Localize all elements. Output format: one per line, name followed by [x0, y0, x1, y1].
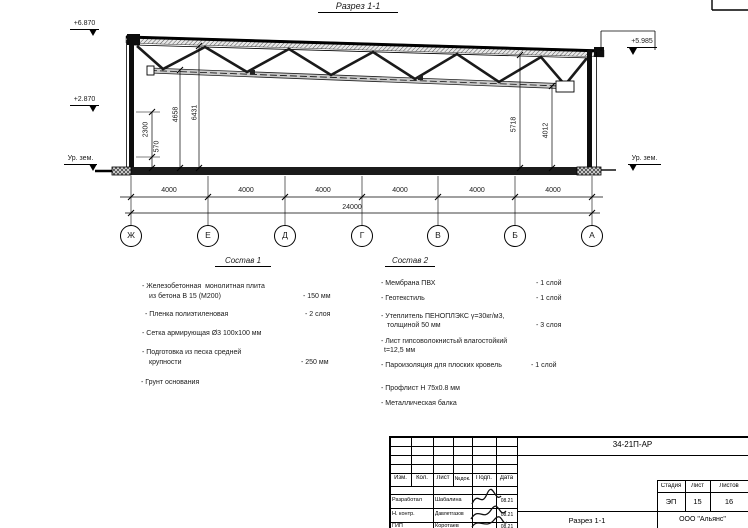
dim-bay-2: 4000: [238, 187, 254, 194]
col-podp: Подп.: [476, 475, 492, 481]
row-gip-name: Коротаев: [435, 523, 459, 528]
row-ncontrol-role: Н. контр.: [392, 511, 415, 517]
sostav1-item-4-line1: - Подготовка из песка средней: [142, 349, 242, 356]
elevation-ground-left: Ур. зем.: [64, 154, 97, 165]
dim-5718: 5718: [510, 116, 518, 132]
sostav1-item-4-line2: крупности: [149, 359, 182, 366]
dim-bay-5: 4000: [469, 187, 485, 194]
truss-left-end-plate: [147, 66, 154, 75]
sostav1-item-1-value: - 150 мм: [303, 293, 331, 300]
col-data: Дата: [499, 475, 514, 481]
sostav2-item-2-value: - 1 слой: [536, 295, 562, 302]
sheet-value: 15: [693, 497, 702, 506]
sostav2-title: Состав 2: [385, 256, 435, 267]
sostav1-item-5-line1: - Грунт основания: [141, 379, 200, 386]
left-column: [129, 36, 134, 168]
grid-label-zh: Ж: [127, 230, 135, 240]
row-gip-date: 08.21: [500, 524, 514, 528]
grid-label-a: А: [589, 230, 595, 240]
elevation-top-left: +6.870: [70, 19, 99, 30]
row-ncontrol-date: 08.21: [500, 512, 514, 518]
page-frame-corner: [712, 0, 748, 10]
sostav2-item-4-line1: - Лист гипсоволокнистый влагостойкий: [381, 338, 508, 345]
sheet-label: Лист: [690, 483, 705, 489]
elevation-top-right: +5.985: [627, 37, 657, 48]
dim-bay-4: 4000: [392, 187, 408, 194]
dim-4012: 4012: [542, 122, 550, 138]
company-name: ООО "Альянс": [679, 516, 726, 523]
sostav2-item-7-line1: - Металлическая балка: [381, 400, 457, 407]
truss-right-bracket: [556, 81, 574, 92]
stamp-drawing-name: Разрез 1-1: [568, 516, 606, 525]
signature-ncontrol: [471, 506, 506, 519]
sostav2-item-3-value: - 3 слоя: [536, 322, 562, 329]
sostav1-item-3-line1: - Сетка армирующая Ø3 100х100 мм: [142, 330, 262, 337]
dim-6431: 6431: [191, 104, 199, 120]
sostav2-item-1-value: - 1 слой: [536, 280, 562, 287]
stage-value: ЭП: [665, 497, 677, 506]
row-developer-name: Шабалина: [435, 497, 462, 503]
sostav1-item-1-line1: - Железобетонная монолитная плита: [142, 283, 265, 290]
sheets-label: Листов: [719, 483, 739, 489]
sostav2-item-6-line1: - Профлист Н 75х0.8 мм: [381, 385, 460, 392]
sostav1-item-4-value: - 250 мм: [301, 359, 329, 366]
sostav1-item-2-value: - 2 слоя: [305, 311, 331, 318]
sostav2-item-2-line1: - Геотекстиль: [381, 295, 425, 302]
grid-label-b: Б: [512, 230, 518, 240]
roof-band: [126, 31, 655, 58]
sheets-value: 16: [724, 497, 734, 506]
dim-4658: 4658: [172, 106, 180, 122]
signature-gip: [472, 517, 507, 527]
col-ndok: №док.: [454, 476, 471, 482]
sostav1-title: Состав 1: [215, 256, 271, 267]
sostav2-item-1-line1: - Мембрана ПВХ: [381, 280, 436, 287]
dim-2300: 2300: [142, 121, 150, 137]
stage-label: Стадия: [660, 483, 682, 489]
col-izm: Изм.: [394, 475, 407, 481]
sostav2-item-5-line1: - Пароизоляция для плоских кровель: [381, 362, 502, 369]
sostav2-item-4-line2: t=12,5 мм: [384, 347, 416, 354]
dim-bay-6: 4000: [545, 187, 561, 194]
dim-bay-3: 4000: [315, 187, 331, 194]
row-ncontrol-name: Давлетгазов: [435, 511, 464, 517]
sostav1-item-2-line1: - Пленка полиэтиленовая: [145, 311, 229, 318]
sostav2-item-3-line2: толщиной 50 мм: [387, 322, 441, 329]
col-kol: Кол.: [416, 475, 428, 481]
row-developer-date: 08.21: [500, 498, 514, 504]
floor-slab: [95, 167, 616, 175]
dim-570: 570: [153, 140, 161, 152]
sostav1-item-1-line2: из бетона В 15 (М200): [149, 293, 221, 300]
sostav2-item-3-line1: - Утеплитель ПЕНОПЛЭКС γ=30кг/м3,: [381, 313, 505, 320]
dim-total: 24000: [342, 204, 362, 211]
grid-label-d: Д: [282, 230, 288, 240]
col-list: Лист: [436, 475, 450, 481]
grid-label-g: Г: [359, 230, 365, 240]
row-gip-role: ГИП: [392, 523, 403, 528]
row-developer-role: Разработал: [392, 497, 422, 503]
section-title: Разрез 1-1: [318, 2, 398, 13]
roof-right-end-block: [594, 47, 604, 57]
grid-label-v: В: [435, 230, 441, 240]
right-column: [587, 50, 592, 168]
signature-developer: [472, 489, 501, 504]
grid-label-e: Е: [205, 230, 211, 240]
doc-number: 34-21П-АР: [612, 440, 653, 449]
sostav2-item-5-value: - 1 слой: [531, 362, 557, 369]
elevation-ground-right: Ур. зем.: [628, 154, 661, 165]
elevation-mid-left: +2.870: [70, 95, 99, 106]
dim-bay-1: 4000: [161, 187, 177, 194]
signatures: [468, 488, 512, 528]
